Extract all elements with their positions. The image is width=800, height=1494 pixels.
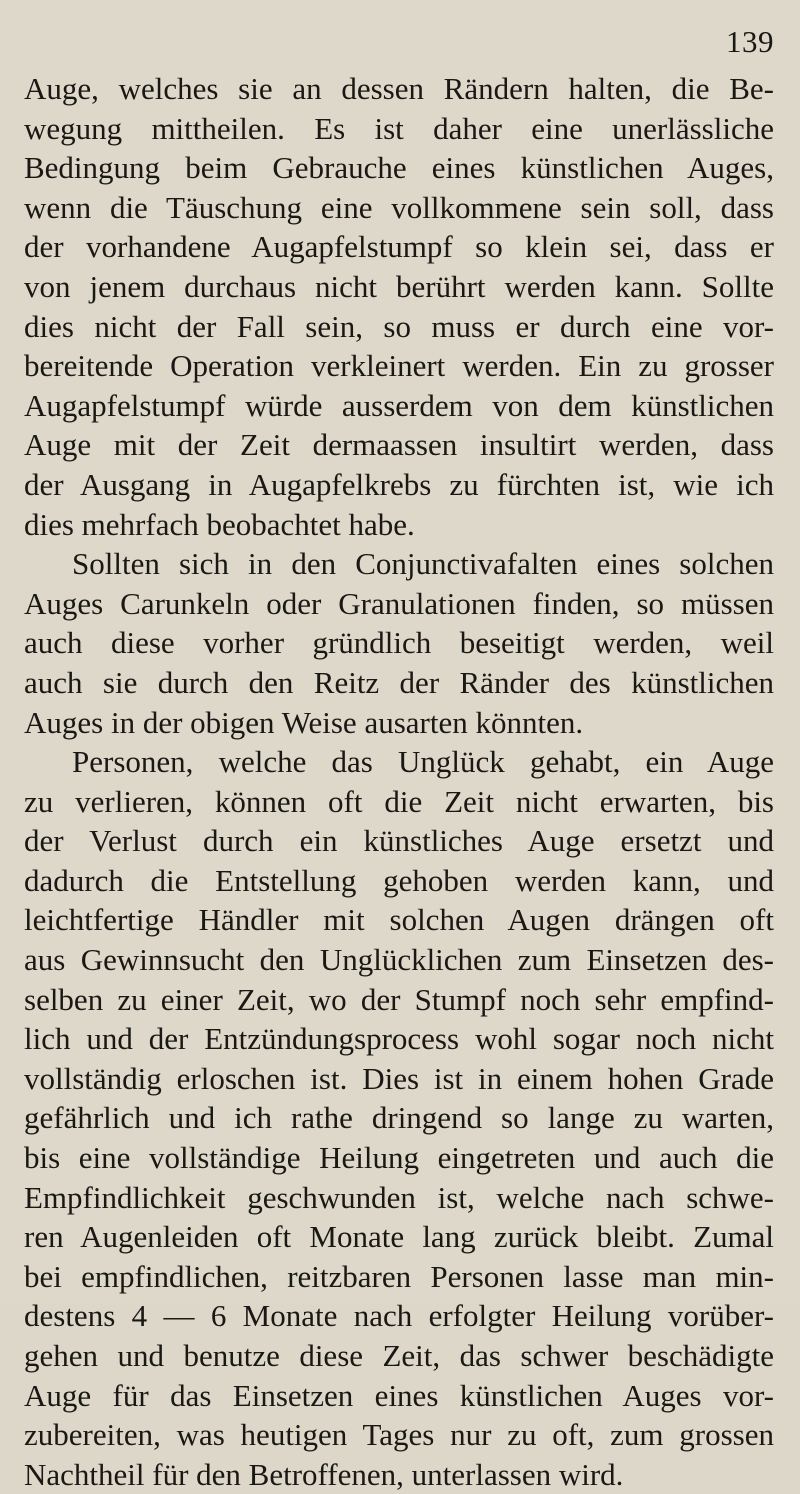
text-line: destens 4 — 6 Monate nach erfolgter Heilung vorüber- bbox=[24, 1298, 774, 1334]
body-text bbox=[24, 69, 774, 1494]
text-line: wegung mittheilen. Es ist daher eine unerlässliche bbox=[24, 110, 774, 146]
text-line: von jenem durchaus nicht berührt werden kann. Sollte bbox=[24, 268, 774, 304]
text-line: Sollten sich in den Conjunctivafalten eines solchen bbox=[72, 546, 774, 582]
text-line: Augapfelstumpf würde ausserdem von dem künstlichen bbox=[24, 387, 774, 423]
text-line: Auge für das Einsetzen eines künstlichen Auges vor- bbox=[24, 1377, 774, 1413]
text-line: gehen und benutze diese Zeit, das schwer beschädigte bbox=[24, 1338, 774, 1373]
text-line: dadurch die Entstellung gehoben werden kann, und bbox=[24, 862, 774, 898]
text-line: dies mehrfach beobachtet habe. bbox=[24, 506, 415, 542]
text-line: bis eine vollständige Heilung eingetreten und auch die bbox=[24, 1140, 774, 1176]
text-line: auch sie durch den Reitz der Ränder des künstlichen bbox=[24, 664, 774, 700]
text-line: Auges Carunkeln oder Granulationen finden, so müssen bbox=[24, 585, 774, 621]
text-line: Nachtheil für den Betroffenen, unterlassen wird. bbox=[24, 1456, 624, 1492]
text-line: wenn die Täuschung eine vollkommene sein soll, dass bbox=[24, 189, 774, 225]
text-line: zu verlieren, können oft die Zeit nicht erwarten, bis bbox=[24, 783, 774, 819]
text-line: Auge, welches sie an dessen Rändern halten, die Be- bbox=[24, 71, 774, 106]
text-line: auch diese vorher gründlich beseitigt werden, weil bbox=[24, 625, 774, 661]
text-line: ren Augenleiden oft Monate lang zurück bleibt. Zumal bbox=[24, 1219, 774, 1255]
text-line: zubereiten, was heutigen Tages nur zu oft, zum grossen bbox=[24, 1417, 774, 1453]
text-line: vollständig erloschen ist. Dies ist in einem hohen Grade bbox=[24, 1060, 774, 1096]
text-line: Personen, welche das Unglück gehabt, ein Auge bbox=[72, 744, 774, 780]
page-number: 139 bbox=[726, 24, 774, 59]
text-line: dies nicht der Fall sein, so muss er durch eine vor- bbox=[24, 308, 774, 344]
text-line: aus Gewinnsucht den Unglücklichen zum Einsetzen des- bbox=[24, 942, 774, 978]
text-line: bereitende Operation verkleinert werden. Ein zu grosser bbox=[24, 348, 774, 384]
text-line: der Ausgang in Augapfelkrebs zu fürchten ist, wie ich bbox=[24, 466, 774, 502]
text-line: bei empfindlichen, reitzbaren Personen lasse man min- bbox=[24, 1258, 774, 1294]
text-line: lich und der Entzündungsprocess wohl sogar noch nicht bbox=[24, 1021, 774, 1057]
text-line: leichtfertige Händler mit solchen Augen drängen oft bbox=[24, 902, 774, 938]
text-line: der vorhandene Augapfelstumpf so klein sei, dass er bbox=[24, 229, 774, 265]
text-line: selben zu einer Zeit, wo der Stumpf noch sehr empfind- bbox=[24, 981, 774, 1017]
text-line: der Verlust durch ein künstliches Auge ersetzt und bbox=[24, 823, 774, 859]
text-line: Bedingung beim Gebrauche eines künstlichen Auges, bbox=[24, 150, 774, 186]
text-line: Auge mit der Zeit dermaassen insultirt werden, dass bbox=[24, 427, 774, 463]
text-line: gefährlich und ich rathe dringend so lange zu warten, bbox=[24, 1100, 774, 1136]
text-line: Auges in der obigen Weise ausarten könnten. bbox=[24, 704, 584, 740]
text-line: Empfindlichkeit geschwunden ist, welche nach schwe- bbox=[24, 1179, 774, 1215]
